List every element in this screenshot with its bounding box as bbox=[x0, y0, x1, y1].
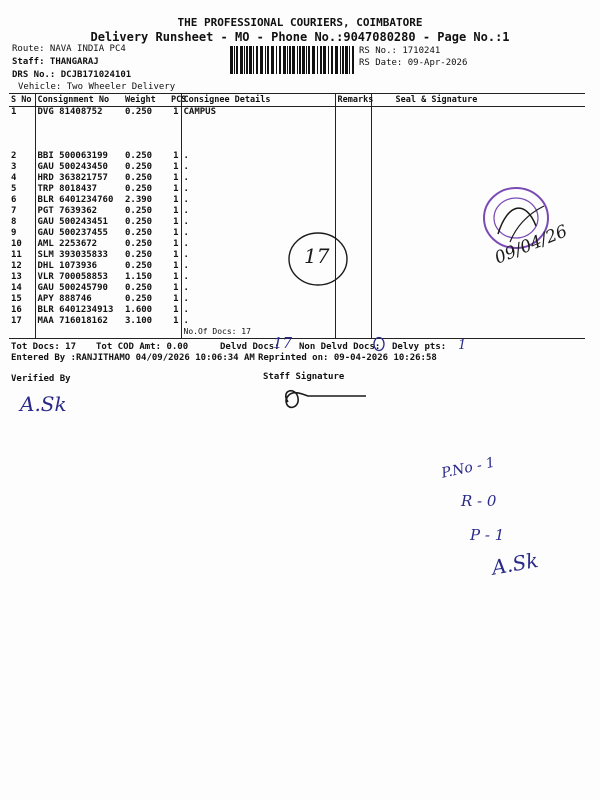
row-seal bbox=[371, 107, 585, 119]
barcode-bar bbox=[320, 46, 322, 74]
footer-cell bbox=[35, 327, 119, 339]
verified-signature: A.Sk bbox=[20, 392, 67, 416]
row-sno: 6 bbox=[11, 195, 17, 205]
row-weight: 0.250 bbox=[125, 217, 153, 227]
row-seal bbox=[371, 272, 585, 283]
row-consignee: . bbox=[181, 272, 335, 283]
row-sno: 16 bbox=[11, 305, 22, 315]
row-sno: 4 bbox=[11, 173, 17, 183]
barcode-bar bbox=[312, 46, 315, 74]
entered-by: Entered By :RANJITHAMO 04/09/2026 10:06:34 AM bbox=[11, 353, 255, 363]
barcode-bar bbox=[349, 46, 350, 74]
row-consignee: . bbox=[181, 283, 335, 294]
row-pcs: 1 bbox=[173, 151, 179, 161]
barcode-bar bbox=[276, 46, 277, 74]
row-remarks bbox=[335, 107, 371, 119]
barcode-bar bbox=[265, 46, 266, 74]
row-weight: 0.250 bbox=[125, 294, 153, 304]
delvd-docs: Delvd Docs: bbox=[220, 342, 280, 352]
row-weight: 0.250 bbox=[125, 173, 153, 183]
barcode bbox=[230, 46, 356, 74]
row-sno: 7 bbox=[11, 206, 17, 216]
gap-cell bbox=[9, 118, 35, 151]
row-weight: 2.390 bbox=[125, 195, 153, 205]
barcode-bar bbox=[246, 46, 248, 74]
barcode-bar bbox=[342, 46, 344, 74]
barcode-bar bbox=[297, 46, 298, 74]
row-remarks bbox=[335, 184, 371, 195]
barcode-bar bbox=[279, 46, 281, 74]
row-pcs: 1 bbox=[173, 107, 179, 117]
verified-by-label: Verified By bbox=[11, 374, 71, 384]
row-remarks bbox=[335, 294, 371, 305]
row-weight: 0.250 bbox=[125, 239, 153, 249]
row-pcs: 1 bbox=[173, 250, 179, 260]
row-consignment: HRD 363821757 bbox=[35, 173, 119, 184]
row-pcs: 1 bbox=[173, 283, 179, 293]
barcode-bar bbox=[244, 46, 245, 74]
barcode-bar bbox=[287, 46, 288, 74]
barcode-bar bbox=[283, 46, 286, 74]
handwritten-date: 09/04/26 bbox=[492, 221, 571, 269]
row-consignment: SLM 393035833 bbox=[35, 250, 119, 261]
row-remarks bbox=[335, 162, 371, 173]
row-sno: 8 bbox=[11, 217, 17, 227]
row-sno: 12 bbox=[11, 261, 22, 271]
row-consignment: MAA 716018162 bbox=[35, 316, 119, 327]
row-weight: 1.150 bbox=[125, 272, 153, 282]
row-remarks bbox=[335, 217, 371, 228]
row-sno: 14 bbox=[11, 283, 22, 293]
table-row bbox=[9, 294, 585, 305]
row-seal bbox=[371, 305, 585, 316]
handwritten-delvd: 17 bbox=[273, 334, 293, 352]
row-consignment: GAU 500243450 bbox=[35, 162, 119, 173]
row-consignee: . bbox=[181, 184, 335, 195]
barcode-bar bbox=[260, 46, 263, 74]
barcode-bar bbox=[292, 46, 295, 74]
table-row bbox=[9, 151, 585, 162]
reprinted-on: Reprinted on: 09-04-2026 10:26:58 bbox=[258, 353, 437, 363]
row-consignee: . bbox=[181, 217, 335, 228]
row-remarks bbox=[335, 195, 371, 206]
row-weight: 0.250 bbox=[125, 184, 153, 194]
row-pcs: 1 bbox=[173, 239, 179, 249]
row-weight: 0.250 bbox=[125, 283, 153, 293]
row-consignee: . bbox=[181, 250, 335, 261]
row-weight: 3.100 bbox=[125, 316, 153, 326]
circle-mark-text: 17 bbox=[304, 244, 330, 268]
row-consignee: . bbox=[181, 294, 335, 305]
row-consignee: . bbox=[181, 228, 335, 239]
table-gap-row bbox=[9, 118, 585, 151]
footer-cell bbox=[9, 327, 35, 339]
barcode-bar bbox=[335, 46, 338, 74]
row-consignee: . bbox=[181, 195, 335, 206]
row-weight: 0.250 bbox=[125, 162, 153, 172]
col-seal: Seal & Signature bbox=[371, 94, 585, 107]
row-consignment: BLR 6401234760 bbox=[35, 195, 119, 206]
note-line-1: P.No - 1 bbox=[440, 454, 497, 482]
row-sno: 3 bbox=[11, 162, 17, 172]
row-consignee: . bbox=[181, 173, 335, 184]
row-consignee: . bbox=[181, 305, 335, 316]
row-consignment: BLR 6401234913 bbox=[35, 305, 119, 316]
vehicle: Vehicle: Two Wheeler Delivery bbox=[18, 82, 176, 92]
col-consignment: Consignment No bbox=[35, 94, 119, 107]
row-pcs: 1 bbox=[173, 162, 179, 172]
row-seal bbox=[371, 283, 585, 294]
row-seal bbox=[371, 294, 585, 305]
table-row bbox=[9, 316, 585, 327]
barcode-bar bbox=[234, 46, 235, 74]
footer-cell bbox=[119, 327, 171, 339]
row-consignee: . bbox=[181, 316, 335, 327]
row-sno: 9 bbox=[11, 228, 17, 238]
row-sno: 17 bbox=[11, 316, 22, 326]
barcode-bar bbox=[256, 46, 258, 74]
table-header-row bbox=[9, 94, 585, 107]
row-remarks bbox=[335, 173, 371, 184]
row-consignee: . bbox=[181, 162, 335, 173]
footer-cell bbox=[335, 327, 371, 339]
non-delvd-circle bbox=[372, 336, 386, 352]
col-weight: Weight bbox=[119, 94, 171, 107]
row-weight: 1.600 bbox=[125, 305, 153, 315]
row-pcs: 1 bbox=[173, 206, 179, 216]
table-row bbox=[9, 107, 585, 119]
drs-no: DRS No.: DCJB171024101 bbox=[12, 70, 132, 80]
staff: Staff: THANGARAJ bbox=[12, 57, 99, 67]
row-sno: 1 bbox=[11, 107, 17, 117]
delvy-pts: Delvy pts: bbox=[392, 342, 447, 352]
row-consignment: BBI 500063199 bbox=[35, 151, 119, 162]
gap-cell bbox=[119, 118, 171, 151]
row-consignment: PGT 7639362 bbox=[35, 206, 119, 217]
row-consignment: GAU 500245790 bbox=[35, 283, 119, 294]
row-weight: 0.250 bbox=[125, 206, 153, 216]
gap-cell bbox=[181, 118, 335, 151]
barcode-bar bbox=[240, 46, 243, 74]
footer-cell bbox=[171, 327, 181, 339]
row-sno: 2 bbox=[11, 151, 17, 161]
row-consignment: GAU 500243451 bbox=[35, 217, 119, 228]
row-sno: 10 bbox=[11, 239, 22, 249]
barcode-bar bbox=[271, 46, 274, 74]
barcode-bar bbox=[306, 46, 307, 74]
row-consignment: DHL 1073936 bbox=[35, 261, 119, 272]
table-footer-row bbox=[9, 327, 585, 339]
non-delvd-docs: Non Delvd Docs: bbox=[299, 342, 381, 352]
row-pcs: 1 bbox=[173, 316, 179, 326]
route: Route: NAVA INDIA PC4 bbox=[12, 44, 126, 54]
row-consignment: VLR 700058853 bbox=[35, 272, 119, 283]
row-pcs: 1 bbox=[173, 305, 179, 315]
barcode-bar bbox=[308, 46, 310, 74]
row-consignee: . bbox=[181, 151, 335, 162]
gap-cell bbox=[371, 118, 585, 151]
tot-docs: Tot Docs: 17 bbox=[11, 342, 77, 352]
runsheet-title: Delivery Runsheet - MO - Phone No.:9047080280 - Page No.:1 bbox=[90, 30, 510, 44]
row-consignment: DVG 81408752 bbox=[35, 107, 119, 119]
barcode-bar bbox=[230, 46, 233, 74]
row-remarks bbox=[335, 151, 371, 162]
row-weight: 0.250 bbox=[125, 261, 153, 271]
col-pcs: PCS bbox=[171, 95, 187, 105]
tot-cod: Tot COD Amt: 0.00 bbox=[96, 342, 189, 352]
row-sno: 13 bbox=[11, 272, 22, 282]
staff-signature-label: Staff Signature bbox=[263, 372, 345, 382]
row-remarks bbox=[335, 206, 371, 217]
barcode-bar bbox=[352, 46, 354, 74]
row-weight: 0.250 bbox=[125, 228, 153, 238]
col-consignee: Consignee Details bbox=[181, 94, 335, 107]
no-of-docs: No.Of Docs: 17 bbox=[181, 327, 335, 339]
row-weight: 0.250 bbox=[125, 151, 153, 161]
footer-cell bbox=[371, 327, 585, 339]
barcode-bar bbox=[236, 46, 238, 74]
table-row bbox=[9, 305, 585, 316]
row-pcs: 1 bbox=[173, 272, 179, 282]
row-pcs: 1 bbox=[173, 294, 179, 304]
barcode-bar bbox=[317, 46, 318, 74]
table-row bbox=[9, 162, 585, 173]
barcode-bar bbox=[340, 46, 341, 74]
row-pcs: 1 bbox=[173, 173, 179, 183]
row-seal bbox=[371, 151, 585, 162]
row-consignment: APY 888746 bbox=[35, 294, 119, 305]
row-consignment: GAU 500237455 bbox=[35, 228, 119, 239]
note-signature: A.Sk bbox=[490, 547, 541, 580]
barcode-bar bbox=[299, 46, 301, 74]
barcode-bar bbox=[249, 46, 252, 74]
gap-cell bbox=[35, 118, 119, 151]
note-line-3: P - 1 bbox=[470, 526, 505, 544]
row-consignee: CAMPUS bbox=[181, 107, 335, 119]
row-pcs: 1 bbox=[173, 261, 179, 271]
row-consignment: TRP 8018437 bbox=[35, 184, 119, 195]
row-pcs: 1 bbox=[173, 184, 179, 194]
row-sno: 15 bbox=[11, 294, 22, 304]
row-consignee: . bbox=[181, 261, 335, 272]
rs-no: RS No.: 1710241 bbox=[359, 46, 441, 56]
barcode-bar bbox=[345, 46, 348, 74]
company-name: THE PROFESSIONAL COURIERS, COIMBATORE bbox=[177, 16, 423, 29]
row-remarks bbox=[335, 305, 371, 316]
row-pcs: 1 bbox=[173, 195, 179, 205]
row-consignee: . bbox=[181, 239, 335, 250]
row-remarks bbox=[335, 316, 371, 327]
col-remarks: Remarks bbox=[335, 94, 371, 107]
row-seal bbox=[371, 316, 585, 327]
row-seal bbox=[371, 162, 585, 173]
row-seal bbox=[371, 261, 585, 272]
staff-signature bbox=[278, 382, 370, 416]
row-consignment: AML 2253672 bbox=[35, 239, 119, 250]
row-pcs: 1 bbox=[173, 217, 179, 227]
barcode-bar bbox=[289, 46, 291, 74]
barcode-bar bbox=[302, 46, 305, 74]
row-pcs: 1 bbox=[173, 228, 179, 238]
barcode-bar bbox=[323, 46, 326, 74]
gap-cell bbox=[171, 118, 181, 151]
barcode-bar bbox=[328, 46, 329, 74]
row-weight: 0.250 bbox=[125, 250, 153, 260]
barcode-bar bbox=[267, 46, 269, 74]
col-sno: S No bbox=[9, 94, 35, 107]
rs-date: RS Date: 09-Apr-2026 bbox=[359, 58, 468, 68]
row-sno: 5 bbox=[11, 184, 17, 194]
row-sno: 11 bbox=[11, 250, 22, 260]
note-line-2: R - 0 bbox=[461, 492, 497, 510]
barcode-bar bbox=[331, 46, 333, 74]
barcode-bar bbox=[253, 46, 254, 74]
row-consignee: . bbox=[181, 206, 335, 217]
handwritten-delvy-pts: 1 bbox=[458, 338, 467, 353]
gap-cell bbox=[335, 118, 371, 151]
row-weight: 0.250 bbox=[125, 107, 153, 117]
